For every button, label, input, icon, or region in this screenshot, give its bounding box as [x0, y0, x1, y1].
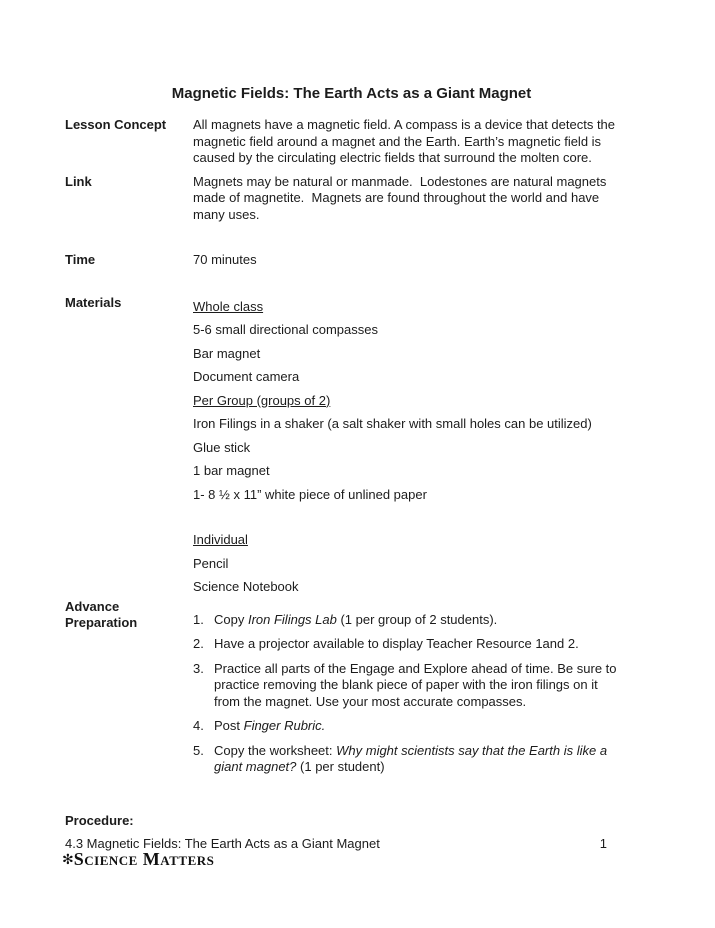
- lesson-concept-text: All magnets have a magnetic field. A compass is a device that detects the magnetic field around a magnet and the Earth. Earth’s magnetic field is caused by the circulating electric fields that surround the molten core.: [193, 117, 619, 165]
- materials-group-individual: [193, 528, 625, 599]
- step-number: 1.: [193, 611, 204, 627]
- material-item: Document camera: [193, 369, 300, 384]
- section-advance-preparation: [65, 599, 625, 784]
- step-text: Have a projector available to display Teacher Resource 1and 2.: [214, 636, 579, 651]
- page-content: [65, 0, 625, 829]
- prep-step-5: [193, 743, 625, 776]
- footer-page-number: 1: [599, 836, 607, 851]
- lesson-concept-body: [193, 117, 625, 167]
- material-item: Glue stick: [193, 439, 251, 455]
- time-text: 70 minutes: [193, 252, 257, 267]
- logo-text: Science Matters: [73, 849, 215, 869]
- step-number: 3.: [193, 660, 204, 676]
- step-text: Post Finger Rubric.: [214, 718, 326, 733]
- step-text: Copy Iron Filings Lab (1 per group of 2 students).: [214, 611, 498, 627]
- whole-class-heading: Whole class: [193, 298, 264, 314]
- material-item: Bar magnet: [193, 345, 261, 361]
- step-number: 4.: [193, 718, 204, 733]
- advance-preparation-body: [193, 599, 625, 784]
- asterisk-flower-icon: ✻: [62, 852, 74, 868]
- material-item: 5-6 small directional compasses: [193, 322, 378, 337]
- prep-step-4: [193, 718, 625, 735]
- prep-step-1: [193, 612, 625, 629]
- material-item: 1- 8 ½ x 11” white piece of unlined paper: [193, 486, 427, 502]
- materials-group-per-group: [193, 389, 625, 507]
- material-item: Science Notebook: [193, 579, 299, 594]
- materials-label: Materials: [65, 294, 122, 310]
- material-item: Pencil: [193, 555, 229, 571]
- material-item: Iron Filings in a shaker (a salt shaker with small holes can be utilized): [193, 416, 592, 431]
- section-procedure: [65, 813, 625, 830]
- procedure-heading: Procedure:: [65, 812, 134, 828]
- step-number: 5.: [193, 742, 204, 758]
- link-body: [193, 174, 625, 224]
- materials-body: [193, 295, 625, 599]
- advance-preparation-label: [65, 599, 193, 632]
- link-text: Magnets may be natural or manmade. Lodestones are natural magnets made of magnetite. Magnets are found throughout the world and have many uses.: [193, 173, 610, 222]
- prep-step-3: [193, 661, 625, 711]
- advance-label-line2: Preparation: [65, 615, 138, 630]
- individual-heading: Individual: [193, 532, 248, 547]
- advance-label-line1: Advance: [65, 598, 120, 614]
- section-lesson-concept: [65, 117, 625, 167]
- time-label: Time: [65, 252, 96, 267]
- section-time: [65, 252, 625, 269]
- materials-group-whole-class: [193, 295, 625, 389]
- step-number: 2.: [193, 636, 204, 651]
- time-body: [193, 252, 625, 269]
- section-materials: [65, 295, 625, 599]
- material-item: 1 bar magnet: [193, 463, 270, 478]
- link-label: Link: [65, 173, 92, 189]
- science-matters-logo: [62, 848, 214, 871]
- step-text: Copy the worksheet: Why might scientists say that the Earth is like a giant magnet? (1 per student): [214, 742, 608, 774]
- per-group-heading: Per Group (groups of 2): [193, 392, 331, 408]
- footer-document-title: 4.3 Magnetic Fields: The Earth Acts as a Giant Magnet: [65, 836, 380, 851]
- lesson-concept-label: Lesson Concept: [65, 117, 167, 132]
- advance-preparation-steps: [193, 612, 625, 776]
- step-text: Practice all parts of the Engage and Explore ahead of time. Be sure to practice removing the blank piece of paper with the iron filings on it from the magnet. Use your most accurate compasses.: [214, 660, 617, 709]
- section-link: [65, 174, 625, 224]
- prep-step-2: [193, 636, 625, 653]
- page-title: Magnetic Fields: The Earth Acts as a Giant Magnet: [171, 85, 532, 102]
